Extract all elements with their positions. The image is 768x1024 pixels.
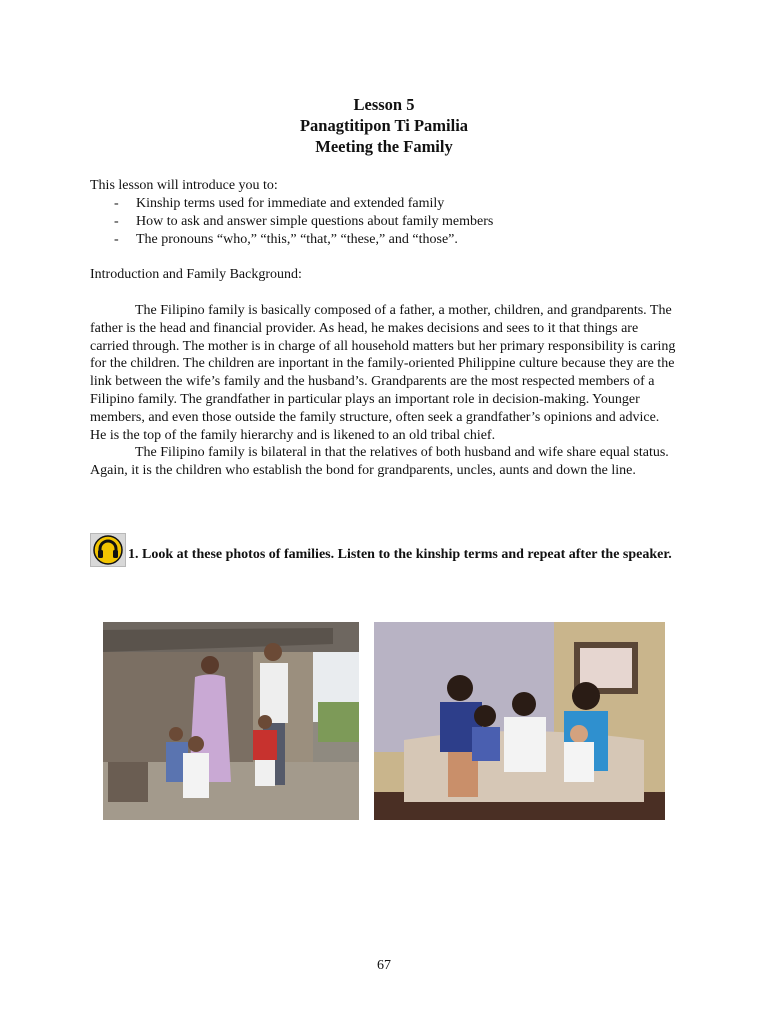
objective-item: - How to ask and answer simple questions about family members <box>114 214 494 229</box>
body-paragraph: The Filipino family is basically composed of a father, a mother, children, and grandparents. The father is the head and financial provider. As head, he makes decisions and sees to it that things are carried through. The mother is in charge of all household matters but her primary responsibility is caring for the children. The children are inportant in the family-oriented Philippine culture because they are the link between the wife’s family and the husband’s. Grandparents are the most respected members of a Filipino family. The grandfather in particular plays an important role in decision-making. Younger members, and even those outside the family structure, often seek a grandfather’s opinions and advice. He is the top of the family hierarchy and is likened to an old tribal chief. <box>90 303 676 443</box>
objectives-list <box>90 195 690 249</box>
lesson-title-ilocano: Panagtitipon Ti Pamilia <box>299 116 469 135</box>
headphones-icon[interactable] <box>90 533 126 567</box>
section-heading: Introduction and Family Background: <box>90 267 302 282</box>
body-paragraph: The Filipino family is bilateral in that the relatives of both husband and wife share equal status. Again, it is the children who establish the bond for grandparents, uncles, aunts and down the line. <box>90 445 669 479</box>
exercise-text: 1. Look at these photos of families. Listen to the kinship terms and repeat after the speaker. <box>128 547 672 562</box>
exercise-instruction <box>90 533 680 567</box>
objective-item: - Kinship terms used for immediate and extended family <box>114 196 445 211</box>
indoor-family-photo <box>374 622 665 820</box>
page-number: 67 <box>377 958 391 973</box>
lesson-title-block <box>0 94 768 157</box>
objective-item: - The pronouns “who,” “this,” “that,” “these,” and “those”. <box>114 232 458 247</box>
lesson-number: Lesson 5 <box>353 95 415 114</box>
section-body <box>90 302 678 480</box>
objectives-lead: This lesson will introduce you to: <box>90 178 278 193</box>
outdoor-family-photo <box>103 622 359 820</box>
lesson-title-english: Meeting the Family <box>315 137 453 156</box>
lesson-objectives <box>90 177 690 249</box>
